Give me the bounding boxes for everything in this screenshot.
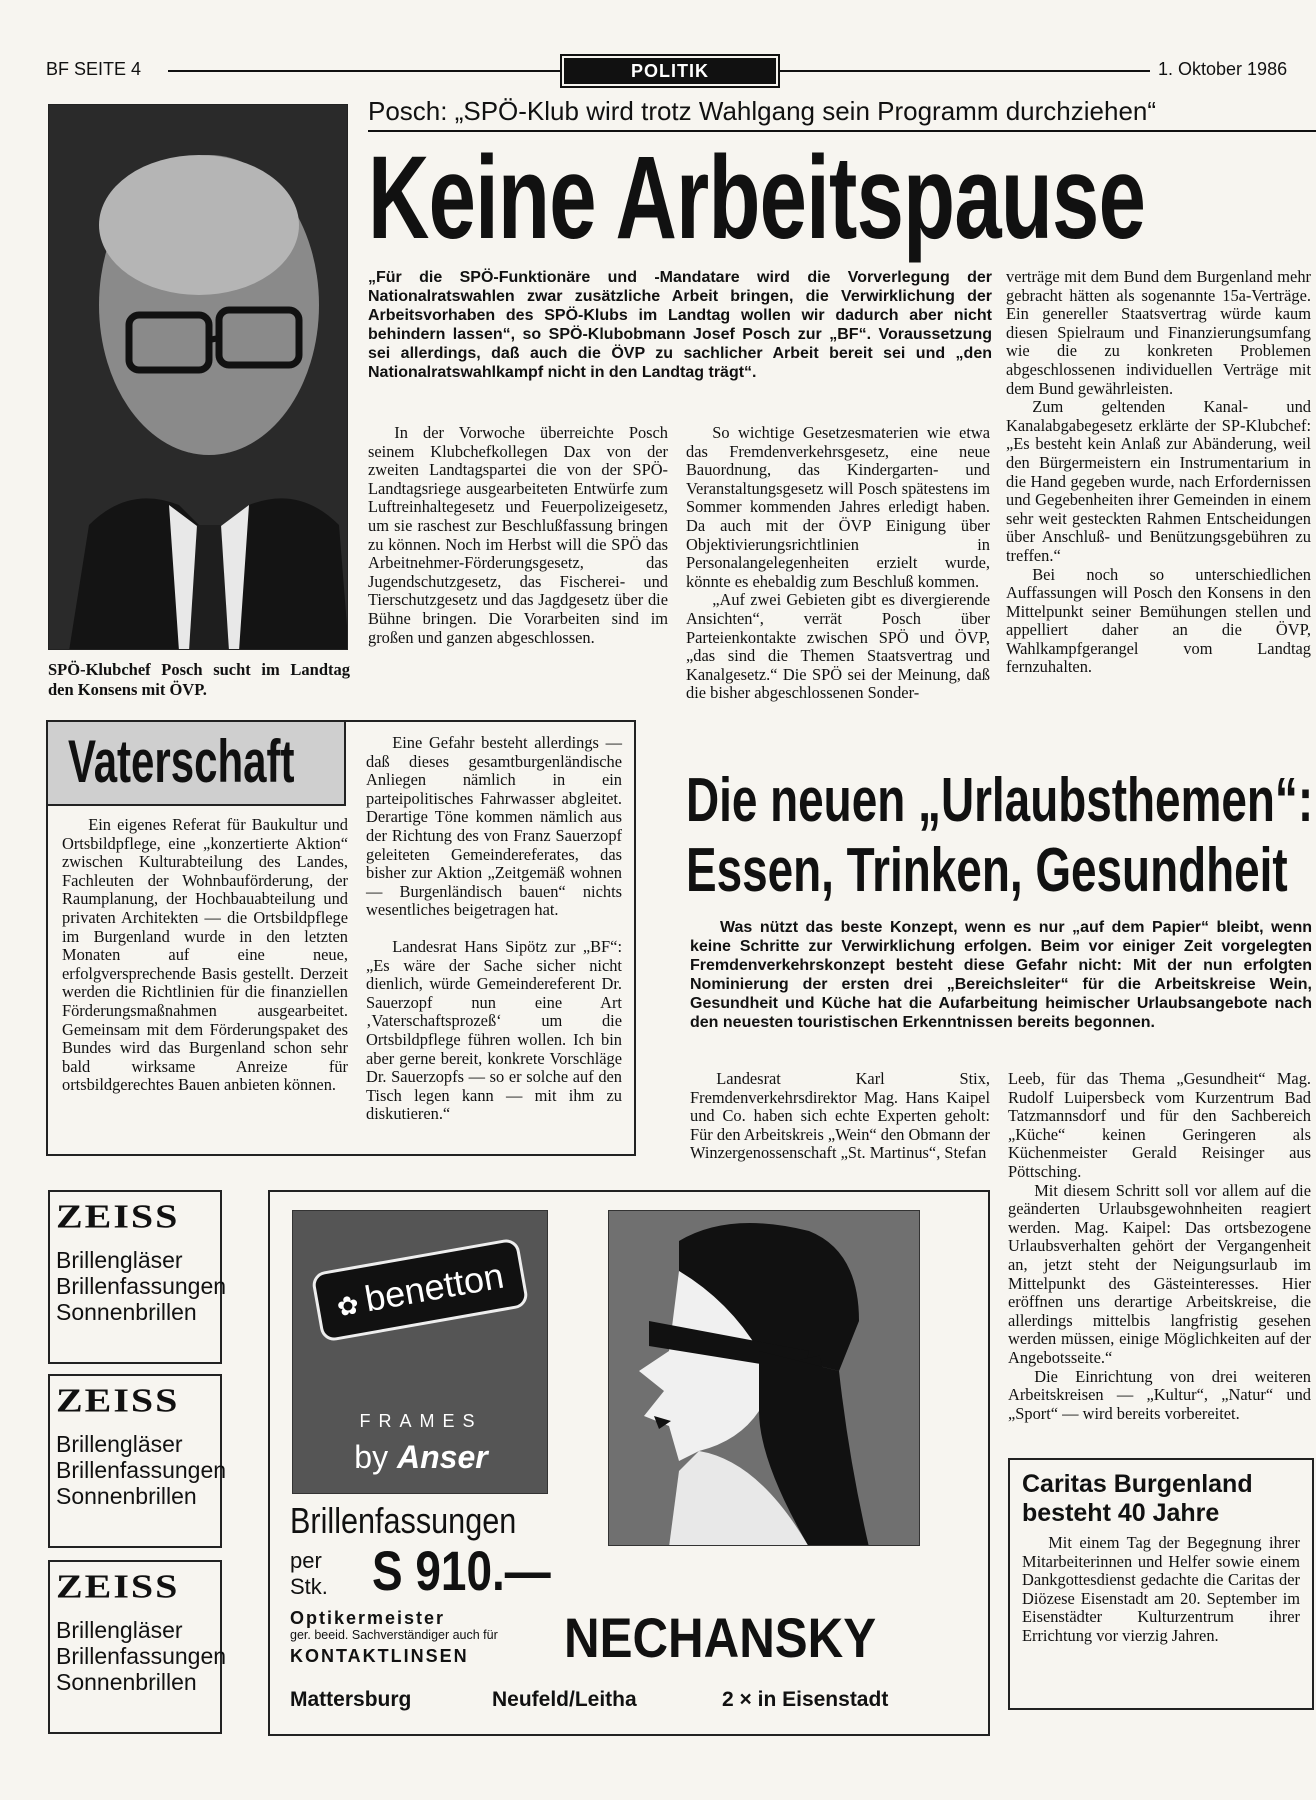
main-col2-p2: „Auf zwei Gebieten gibt es divergierende Ansichten“, verrät Posch über Parteienkontakte zwischen SPÖ und ÖVP, „das sind die Themen Staatsvertrag und Kanalgesetz.“ Die SPÖ sei der Meinung, daß die bisher abgeschlossenen Sonder- — [686, 590, 990, 703]
vaterschaft-col2 — [366, 734, 622, 1124]
vaterschaft-headline-box — [48, 722, 346, 806]
ad-company: NECHANSKY — [564, 1608, 877, 1668]
caritas-box — [1008, 1458, 1314, 1710]
zeiss-1-line1: Brillengläser — [56, 1247, 183, 1273]
zeiss-1-line3: Sonnenbrillen — [56, 1299, 197, 1325]
ad-stk: Stk. — [290, 1574, 328, 1599]
ad-location-2: Neufeld/Leitha — [492, 1688, 637, 1711]
header-rule-right — [780, 70, 1150, 72]
ad-per: per — [290, 1548, 322, 1573]
page-header-left: BF SEITE 4 — [46, 59, 142, 79]
benetton-anser: Anser — [396, 1439, 488, 1475]
zeiss-ad-1 — [48, 1190, 227, 1364]
urlaub-headline-wrap — [686, 766, 1316, 910]
zeiss-logo-3: ZEISS — [56, 1566, 180, 1606]
page-date: 1. Oktober 1986 — [1158, 59, 1288, 79]
main-col2-p1: So wichtige Gesetzesmaterien wie etwa das Fremdenverkehrsgesetz, eine neue Bauordnung, das Kindergarten- und Veranstaltungsgesetz will Posch spätestens im Sommer kommenden Jahres erledigt haben. Da auch mit der ÖVP Einigung über Objektivierungsrichtlinien in Personalangelegenheiten erzielt wurde, könnte es ehebaldig zum Beschluß kommen. — [686, 423, 990, 591]
zeiss-3-line1: Brillengläser — [56, 1617, 183, 1643]
woman-profile-illustration — [609, 1211, 920, 1546]
urlaub-headline-1: Die neuen „Urlaubsthemen“: — [686, 766, 1314, 835]
caritas-headline-1: Caritas Burgenland — [1022, 1470, 1253, 1498]
portrait-photo — [48, 104, 348, 650]
zeiss-2-line2: Brillenfassungen — [56, 1457, 227, 1483]
photo-caption: SPÖ-Klubchef Posch sucht im Landtag den Konsens mit ÖVP. — [48, 660, 350, 699]
fashion-illustration — [608, 1210, 920, 1546]
zeiss-3-line2: Brillenfassungen — [56, 1643, 227, 1669]
zeiss-1-line2: Brillenfassungen — [56, 1273, 227, 1299]
kicker-rule — [368, 130, 1316, 132]
headline-wrap — [368, 138, 1316, 264]
main-col3 — [1006, 268, 1311, 677]
zeiss-2-line1: Brillengläser — [56, 1431, 183, 1457]
urlaub-col1 — [690, 1070, 990, 1163]
kicker: Posch: „SPÖ-Klub wird trotz Wahlgang sein Programm durchziehen“ — [368, 96, 1157, 126]
main-lead: „Für die SPÖ-Funktionäre und -Mandatare wird die Vorverlegung der Nationalratswahlen zwar zusätzliche Arbeit bringen, die Verwirklichung der Arbeitsvorhaben des SPÖ-Klubs im Landtag wollen wir dadurch aber nicht behindern lassen“, so SPÖ-Klubobmann Josef Posch zur „BF“. Voraussetzung sei allerdings, daß auch die ÖVP zu sachlicher Arbeit bereit sei und „den Nationalratswahlkampf nicht in den Landtag trägt“. — [368, 269, 992, 381]
zeiss-2-line3: Sonnenbrillen — [56, 1483, 197, 1509]
vaterschaft-col1 — [62, 816, 348, 1095]
main-headline: Keine Arbeitspause — [368, 138, 1146, 264]
vaterschaft-col1-p1: Ein eigenes Referat für Baukultur und Ortsbildpflege, eine „konzertierte Aktion“ zwischen Kulturabteilung des Landes, Fachleuten der Wohnbauförderung, der Raumplanung, der Hochbauabteilung und privaten Architekten — die Ortsbildpflege im Burgenland wurde in den letzten Monaten auf eine neue, erfolgversprechende Basis gestellt. Derzeit werden die Richtlinien für die finanziellen Förderungsmaßnahmen ausgearbeitet. Gemeinsam mit dem Förderungspaket des Bundes wird das Burgenland schon sehr bald wirksame Anreize für ortsbildgerechtes Bauen anbieten können. — [62, 815, 348, 1095]
urlaub-col2-p2: Mit diesem Schritt soll vor allem auf die geänderten Urlaubsgewohnheiten reagiert werden. Mag. Kaipel: Das ortsbezogene Urlaubsverhalten gehört der Vergangenheit an, jetzt steht der Neigungsurlaub im Mittelpunkt des Gästeinteresses. Hier eröffnen uns derartige Arbeitskreise, die allerdings mittelbis langfristig gesehen werden müssen, einige Möglichkeiten auf der Angebotsseite.“ — [1008, 1180, 1311, 1367]
ad-sachverst: ger. beeid. Sachverständiger auch für — [290, 1628, 498, 1642]
zeiss-ad-2 — [48, 1374, 227, 1548]
vaterschaft-headline: Vaterschaft — [68, 728, 295, 795]
ad-optiker: Optikermeister — [290, 1608, 446, 1628]
vaterschaft-col2-p2: Landesrat Hans Sipötz zur „BF“: „Es wäre der Sache sicher nicht dienlich, würde Gemeindereferent Dr. Sauerzopf nun eine Art ‚Vaterschaftsprozeß‘ um die Ortsbildpflege führen wollen. Ich bin aber gerne bereit, konkrete Vorschläge Dr. Sauerzopfs — so er solche auf den Tisch legen kann — mit ihm zu diskutieren.“ — [366, 936, 622, 1124]
zeiss-logo-2: ZEISS — [56, 1380, 180, 1420]
urlaub-headline-2: Essen, Trinken, Gesundheit — [686, 836, 1288, 905]
zeiss-3-line3: Sonnenbrillen — [56, 1669, 197, 1695]
main-col3-p2: Zum geltenden Kanal- und Kanalabgabegesetz erklärte der SP-Klubchef: „Es besteht kein Anlaß zur Abänderung, weil den Bürgermeistern ein Instrumentarium in die Hand gegeben wurde, nach Erfordernissen und Gegebenheiten ihrer Gemeinden in einem sehr weit gesteckten Rahmen Entscheidungen über Anschluß- und Benützungsgebühren zu treffen.“ — [1006, 397, 1311, 565]
vaterschaft-col2-p1: Eine Gefahr besteht allerdings — daß dieses gesamtburgenländische Anliegen nämlich in ein parteipolitisches Fahrwasser abgleitet. Derartige Töne kommen nämlich aus der Richtung des von Franz Sauerzopf geleiteten Gemeindereferates, das bisher zur Aktion „Zeitgemäß wohnen — Burgenländisch bauen“ nichts wesentliches beigetragen hat. — [366, 733, 622, 920]
caritas-body-p1: Mit einem Tag der Begegnung ihrer Mitarbeiterinnen und Helfer sowie einem Dankgottesdienst gedachte die Caritas der Diözese Eisenstadt am 20. September im Eisenstädter Kulturzentrum ihrer Errichtung vor vierzig Jahren. — [1022, 1533, 1300, 1645]
urlaub-lead: Was nützt das beste Konzept, wenn es nur „auf dem Papier“ bleibt, wenn keine Schritte zur Verwirklichung erfolgen. Beim vor einiger Zeit vorgelegten Fremdenverkehrskonzept besteht diese Gefahr nicht: Mit der nun erfolgten Nominierung der ersten drei „Bereichsleiter“ für die Arbeitskreise Wein, Gesundheit und Küche hat die Aufarbeitung heimischer Urlaubsangebote nach den neuesten touristischen Erkenntnissen bereits begonnen. — [690, 919, 1312, 1031]
benetton-brand: benetton — [361, 1254, 507, 1320]
zeiss-ad-3 — [48, 1560, 227, 1734]
caritas-body — [1022, 1534, 1300, 1646]
section-label-inner: POLITIK — [564, 58, 776, 84]
benetton-frames: FRAMES — [359, 1411, 483, 1431]
ad-location-1: Mattersburg — [290, 1688, 412, 1711]
portrait-illustration — [49, 105, 348, 650]
zeiss-logo-1: ZEISS — [56, 1196, 180, 1236]
main-col1 — [368, 424, 668, 647]
ad-location-3: 2 × in Eisenstadt — [722, 1688, 889, 1711]
section-label — [560, 54, 780, 88]
benetton-logo-box — [311, 1237, 530, 1342]
main-col2 — [686, 424, 990, 703]
ad-product: Brillenfassungen — [290, 1500, 517, 1541]
urlaub-col2-p1: Leeb, für das Thema „Gesundheit“ Mag. Rudolf Luipersbeck vom Kurzentrum Bad Tatzmannsdorf und für den Sachbereich „Küche“ keinen Geringeren als Küchenmeister Gerald Reisinger aus Pöttsching. — [1008, 1069, 1311, 1181]
main-col3-p3: Bei noch so unterschiedlichen Auffassungen will Posch den Konsens in den Mittelpunkt seiner Bemühungen stellen und appelliert daher an die ÖVP, Wahlkampfgerangel vom Landtag fernzuhalten. — [1006, 564, 1311, 677]
ad-price: S 910.— — [372, 1540, 551, 1602]
caritas-headline-2: besteht 40 Jahre — [1022, 1499, 1220, 1527]
ad-kontakt: KONTAKTLINSEN — [290, 1646, 469, 1666]
benetton-panel — [292, 1210, 548, 1494]
main-col3-p1: verträge mit dem Bund dem Burgenland mehr gebracht hätten als sogenannte 15a-Verträge. Ein genereller Staatsvertrag würde kaum diesen Spielraum und Finanzierungsumfang wie die zu konkreten Problemen abgeschlossenen individuellen Verträge mit dem Bund gewährleisten. — [1006, 267, 1311, 398]
header-rule-left — [168, 70, 560, 72]
urlaub-col2 — [1008, 1070, 1311, 1423]
ad-company-wrap — [564, 1608, 974, 1668]
urlaub-col1-p1: Landesrat Karl Stix, Fremdenverkehrsdirektor Mag. Hans Kaipel und Co. haben sich echte Experten geholt: Für den Arbeitskreis „Wein“ den Obmann der Winzergenossenschaft „St. Martinus“, Stefan — [690, 1069, 991, 1163]
ad-price-wrap — [372, 1540, 602, 1604]
urlaub-col2-p3: Die Einrichtung von drei weiteren Arbeitskreisen — „Kultur“, „Natur“ und „Sport“ — wird bereits vorbereitet. — [1008, 1366, 1311, 1423]
main-col1-p1: In der Vorwoche überreichte Posch seinem Klubchefkollegen Dax von der zweiten Landtagspartei die von der SPÖ-Landtagsriege ausgearbeiteten Entwürfe zum Luftreinhaltegesetz und Feuerpolizeigesetz, um sie raschest zur Beschlußfassung bringen zu können. Noch im Herbst will die SPÖ das Arbeitnehmer-Förderungsgesetz, das Jugendschutzgesetz, das Fischerei- und Tierschutzgesetz und das Jagdgesetz über die Bühne bringen. Die Vorarbeiten sind im großen und ganzen abgeschlossen. — [368, 423, 668, 647]
benetton-by-anser — [293, 1439, 549, 1476]
benetton-by: by — [354, 1439, 389, 1475]
benetton-flower-icon: ✿ — [334, 1287, 369, 1323]
